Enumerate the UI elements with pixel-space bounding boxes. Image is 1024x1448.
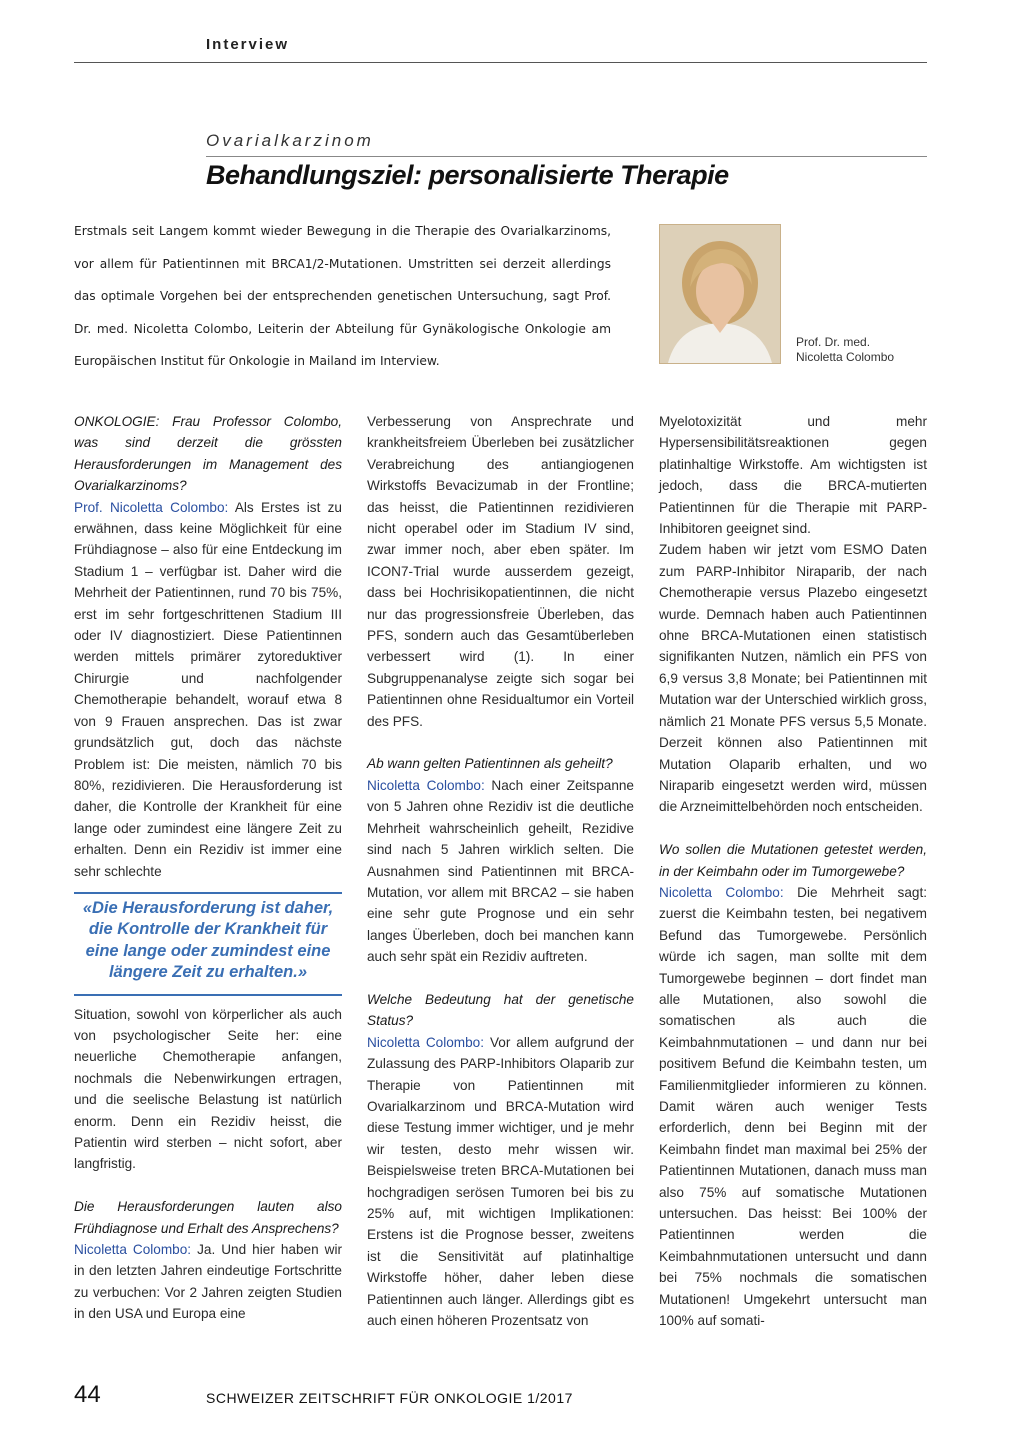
answer-5 (659, 882, 927, 1332)
speaker-label: Prof. Nicoletta Colombo: (74, 499, 229, 515)
speaker-label: Nicoletta Colombo: (367, 777, 485, 793)
question-4: Welche Bedeutung hat der genetische Status? (367, 991, 634, 1029)
answer-2 (74, 1239, 342, 1325)
answer-text: Ja. Und hier haben wir in den letzten Jahren eindeutige Fortschritte zu verbuchen: Vor 2 Jahren zeigten Studien in den USA und Europa eine (74, 1242, 342, 1322)
page-number: 44 (74, 1381, 101, 1408)
portrait-photo (659, 224, 781, 364)
question-5: Wo sollen die Mutationen getestet werden, in der Keimbahn oder im Tumorgewebe? (659, 842, 927, 879)
photo-caption (796, 335, 894, 365)
answer-4-cont-2: Zudem haben wir jetzt vom ESMO Daten zum PARP-Inhibitor Niraparib, der nach Chemotherapie versus Plazebo eingesetzt wurde. Demnach haben auch Patientinnen ohne BRCA-Mutationen einen statistisch signifikanten Nutzen, nämlich ein PFS von 6,9 versus 3,8 Monate; bei Patientinnen mit Mutation war der Unterschied wirklich gross, nämlich 21 Monate PFS versus 5,5 Monate. Derzeit können also Patientinnen mit Mutation Olaparib erhalten, und wo Niraparib eingesetzt werden wird, müssen die Arzneimittelbehörden noch entscheiden. (659, 542, 927, 815)
column-3 (659, 411, 927, 1331)
article-title: Behandlungsziel: personalisierte Therapie (206, 160, 729, 190)
column-1 (74, 411, 342, 1325)
answer-1 (74, 497, 342, 882)
caption-line-2: Nicoletta Colombo (796, 350, 895, 364)
answer-4-cont: Myelotoxizität und mehr Hypersensibilitätsreaktionen gegen platinhaltige Wirkstoffe. Am wichtigsten ist jedoch, dass die BRCA-mutierten Patientinnen für die Therapie mit PARP-Inhibitoren geeignet sind. (659, 414, 927, 537)
question-3: Ab wann gelten Patientinnen als geheilt? (367, 756, 613, 772)
kicker-rule (206, 156, 927, 157)
question-2: Die Herausforderungen lauten also Frühdiagnose und Erhalt des Ansprechens? (74, 1199, 342, 1236)
journal-name: SCHWEIZER ZEITSCHRIFT FÜR ONKOLOGIE 1/2017 (206, 1390, 573, 1406)
column-2 (367, 411, 634, 1331)
speaker-label: Nicoletta Colombo: (74, 1242, 192, 1258)
pull-quote-text: «Die Herausforderung ist daher, die Kontrolle der Krankheit für eine lange oder zumindest eine längere Zeit zu erhalten.» (82, 898, 334, 982)
answer-2-cont: Verbesserung von Ansprechrate und krankheitsfreiem Überleben bei zusätzlicher Verabreichung des antiangiogenen Wirkstoffs Bevacizumab in der Frontline; das heisst, die Patientinnen rezidivieren nicht operabel oder im Stadium IV sind, zwar immer noch, aber eben später. Im ICON7-Trial wurde ausserdem gezeigt, dass bei Hochrisikopatientinnen, die nicht nur das progressionsfreie Überleben, das PFS, sondern auch das Gesamtüberleben verbessert wird (1). In einer Subgruppenanalyse zeigte sich sogar bei Patientinnen ohne Residualtumor ein Vorteil des PFS. (367, 414, 634, 729)
pull-quote (74, 892, 342, 996)
speaker-label: Nicoletta Colombo: (367, 1034, 485, 1050)
portrait-illustration-icon (660, 225, 780, 363)
answer-3 (367, 775, 634, 968)
answer-text: Vor allem aufgrund der Zulassung des PARP-Inhibitors Olaparib zur Therapie von Patientinnen mit Ovarialkarzinom und BRCA-Mutation wird diese Testung immer wichtiger, und je mehr wir testen, desto mehr wissen wir. Beispielsweise treten BRCA-Mutationen bei hochgradigen serösen Tumoren bei bis zu 25% auf, mit wichtigen Implikationen: Erstens ist die Prognose besser, zweitens ist die Sensitivität auf platinhaltige Wirkstoffe höher, daher leben diese Patientinnen auch länger. Allerdings gibt es auch einen höheren Prozentsatz von (367, 1034, 634, 1329)
article-lead: Erstmals seit Langem kommt wieder Bewegung in die Therapie des Ovarialkarzinoms, vor allem für Patientinnen mit BRCA1/2-Mutationen. Umstritten sei derzeit allerdings das optimale Vorgehen bei der entsprechenden genetischen Untersuchung, sagt Prof. Dr. med. Nicoletta Colombo, Leiterin der Abteilung für Gynäkologische Onkologie am Europäischen Institut für Onkologie in Mailand im Interview. (74, 223, 612, 368)
answer-text: Als Erstes ist zu erwähnen, dass keine Möglichkeit für eine Frühdiagnose – also für eine Entdeckung im Stadium 1 – verfügbar ist. Daher wird die Mehrheit der Patientinnen, rund 70 bis 75%, erst im sehr fortgeschrittenen Stadium III oder IV diagnostiziert. Diese Patientinnen werden mittels primärer zytoreduktiver Chirurgie und nachfolgender Chemotherapie behandelt, worauf etwa 8 von 9 Frauen ansprechen. Das ist zwar grundsätzlich gut, doch das nächste Problem ist: Die meisten, nämlich 70 bis 80%, rezidivieren. Die Herausforderung ist daher, die Kontrolle der Krankheit für eine lange oder zumindest eine längere Zeit zu erhalten. Denn ein Rezidiv ist immer eine sehr schlechte (74, 499, 342, 879)
question-1: ONKOLOGIE: Frau Professor Colombo, was sind derzeit die grössten Herausforderungen im Management des Ovarialkarzinoms? (74, 414, 342, 494)
answer-4 (367, 1032, 634, 1332)
section-label: Interview (206, 36, 290, 53)
answer-text: Nach einer Zeitspanne von 5 Jahren ohne Rezidiv ist die deutliche Mehrheit wahrscheinlich geheilt, Rezidive sind nach 5 Jahren wirklich selten. Die Ausnahmen sind Patientinnen mit BRCA-Mutation, vor allem mit BRCA2 – sie haben eine sehr gute Prognose und ein sehr langes Überleben, doch bei manchen kann auch sehr spät ein Rezidiv auftreten. (367, 777, 634, 965)
speaker-label: Nicoletta Colombo: (659, 884, 784, 900)
top-rule (74, 62, 927, 63)
caption-line-1: Prof. Dr. med. (796, 335, 871, 349)
answer-1-cont: Situation, sowohl von körperlicher als auch von psychologischer Seite her: eine neuerliche Chemotherapie anfangen, nochmals die Nebenwirkungen ertragen, und die seelische Belastung ist natürlich enorm. Denn ein Rezidiv heisst, die Patientin wird sterben – nicht sofort, aber langfristig. (74, 1006, 342, 1172)
article-kicker: Ovarialkarzinom (206, 131, 374, 150)
answer-text: Die Mehrheit sagt: zuerst die Keimbahn testen, bei negativem Befund das Tumorgewebe. Persönlich würde ich sagen, man sollte mit dem Tumorgewebe beginnen – dort findet man alle Mutationen, also sowohl die somatischen als auch die Keimbahnmutationen – und dann nur bei positivem Befund die Keimbahn testen, um Familienmitglieder informieren zu können. Damit wären auch weniger Tests erforderlich, denn bei Beginn mit der Keimbahn findet man maximal bei 25% der Patientinnen Mutationen, danach muss man also 75% auf somatische Mutationen untersuchen. Das heisst: Bei 100% der Patientinnen werden die Keimbahnmutationen untersucht und dann bei 75% nochmals die somatischen Mutationen! Umgekehrt untersucht man 100% auf somati- (659, 884, 927, 1329)
